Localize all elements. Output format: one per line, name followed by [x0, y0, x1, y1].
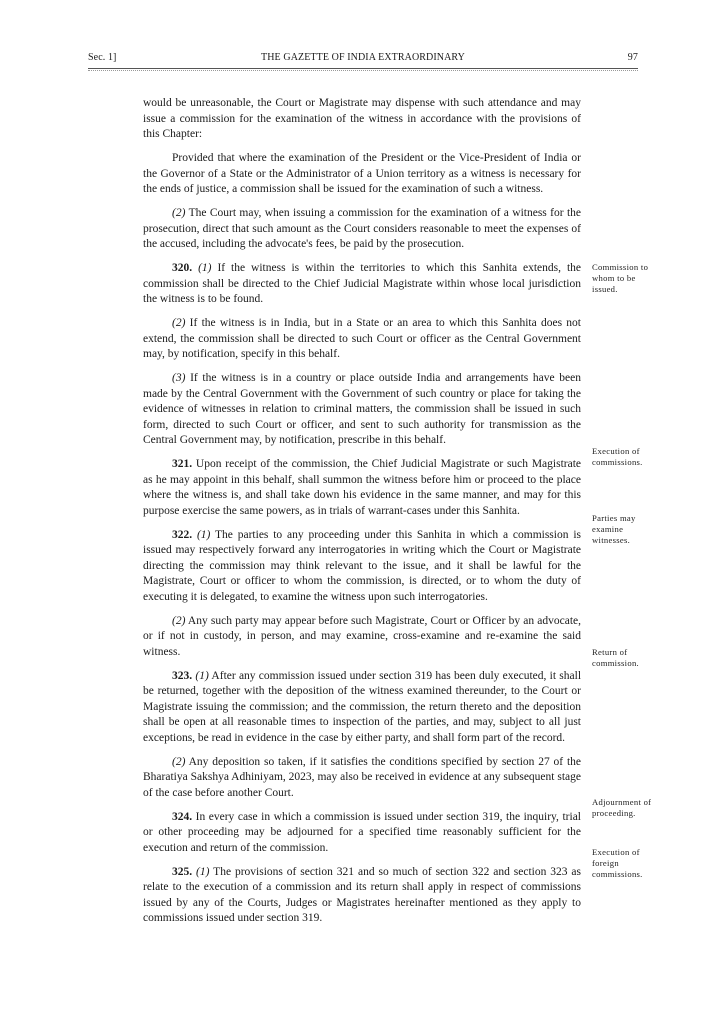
margin-note-324: Adjournment of proceeding. [592, 797, 652, 818]
margin-note-321: Execution of commissions. [592, 446, 643, 467]
margin-note-322: Parties may examine witnesses. [592, 513, 636, 545]
page-header [88, 52, 638, 68]
margin-note-325: Execution of foreign commissions. [592, 847, 643, 879]
margin-note-323: Return of commission. [592, 647, 639, 668]
page-number: 97 [627, 52, 638, 63]
section-324: 324. In every case in which a commission is issued under section 319, the inquiry, trial or other proceeding may be adjourned for a specified time reasonably sufficient for the execution and return of the commission. [143, 810, 581, 854]
document-body [143, 96, 581, 935]
margin-note-320: Commission to whom to be issued. [592, 262, 649, 294]
section-reference: Sec. 1] [88, 52, 117, 63]
section-323-2: (2) Any deposition so taken, if it satisfies the conditions specified by section 27 of the Bharatiya Sakshya Adhiniyam, 2023, may also be received in evidence at any subsequent stage of the case before another Court. [143, 755, 581, 799]
gazette-title: THE GAZETTE OF INDIA EXTRAORDINARY [261, 52, 465, 63]
section-322: 322. (1) The parties to any proceeding under this Sanhita in which a commission is issued may respectively forward any interrogatories in writing which the Court or Magistrate directing the commission may think relevant to the issue, and it shall be lawful for the Magistrate, Court or officer to whom the commission, is directed, or to whom the duty of executing it is delegated, to examine the witness upon such interrogatories. [143, 528, 581, 603]
section-323: 323. (1) After any commission issued under section 319 has been duly executed, it shall be returned, together with the deposition of the witness examined thereunder, to the Court or Magistrate issuing the commission; and the commission, the return thereto and the deposition shall be open at all reasonable times to inspection of the parties, and may, subject to all just exceptions, be read in evidence in the case by either party, and shall form part of the record. [143, 669, 582, 744]
section-325: 325. (1) The provisions of section 321 and so much of section 322 and section 323 as relate to the execution of a commission and its return shall apply in respect of commissions issued by any of the Courts, Judges or Magistrates hereinafter mentioned as they apply to commissions issued under section 319. [143, 865, 581, 924]
subsection-paragraph: (2) The Court may, when issuing a commission for the examination of a witness for the prosecution, direct that such amount as the Court considers reasonable to meet the expenses of the accused, including the advocate's fees, be paid by the prosecution. [143, 207, 581, 250]
section-322-2: (2) Any such party may appear before such Magistrate, Court or Officer by an advocate, or if not in custody, in person, and may examine, cross-examine and re-examine the said witness. [143, 614, 581, 658]
proviso-paragraph: Provided that where the examination of the President or the Vice-President of India or the Governor of a State or the Administrator of a Union territory as a witness is necessary for the ends of justice, a commission shall be issued for the examination of such a witness. [143, 152, 581, 195]
section-321: 321. Upon receipt of the commission, the Chief Judicial Magistrate or such Magistrate as he may appoint in this behalf, shall summon the witness before him or proceed to the place where the witness is, and shall take down his evidence in the same manner, and may for this purpose exercise the same powers, as in trials of warrant-cases under this Sanhita. [143, 458, 581, 517]
header-rule [88, 68, 638, 69]
section-320: 320. (1) If the witness is within the territories to which this Sanhita extends, the commission shall be directed to the Chief Judicial Magistrate within whose local jurisdiction the witness is to be found. [143, 262, 582, 305]
section-320-2: (2) If the witness is in India, but in a State or an area to which this Sanhita does not extend, the commission shall be directed to such Court or officer as the Central Government may, by notification, specify in this behalf. [143, 317, 581, 360]
header-rule-dotted [88, 70, 638, 71]
paragraph-continuation: would be unreasonable, the Court or Magistrate may dispense with such attendance and may issue a commission for the examination of the witness in accordance with the provisions of this Chapter: [143, 97, 581, 140]
section-320-3: (3) If the witness is in a country or place outside India and arrangements have been made by the Central Government with the Government of such country or place for taking the evidence of witnesses in relation to criminal matters, the commission shall be issued in such form, directed to such Court or officer, and sent to such authority for transmission as the Central Government may, by notification, prescribe in this behalf. [143, 372, 581, 446]
